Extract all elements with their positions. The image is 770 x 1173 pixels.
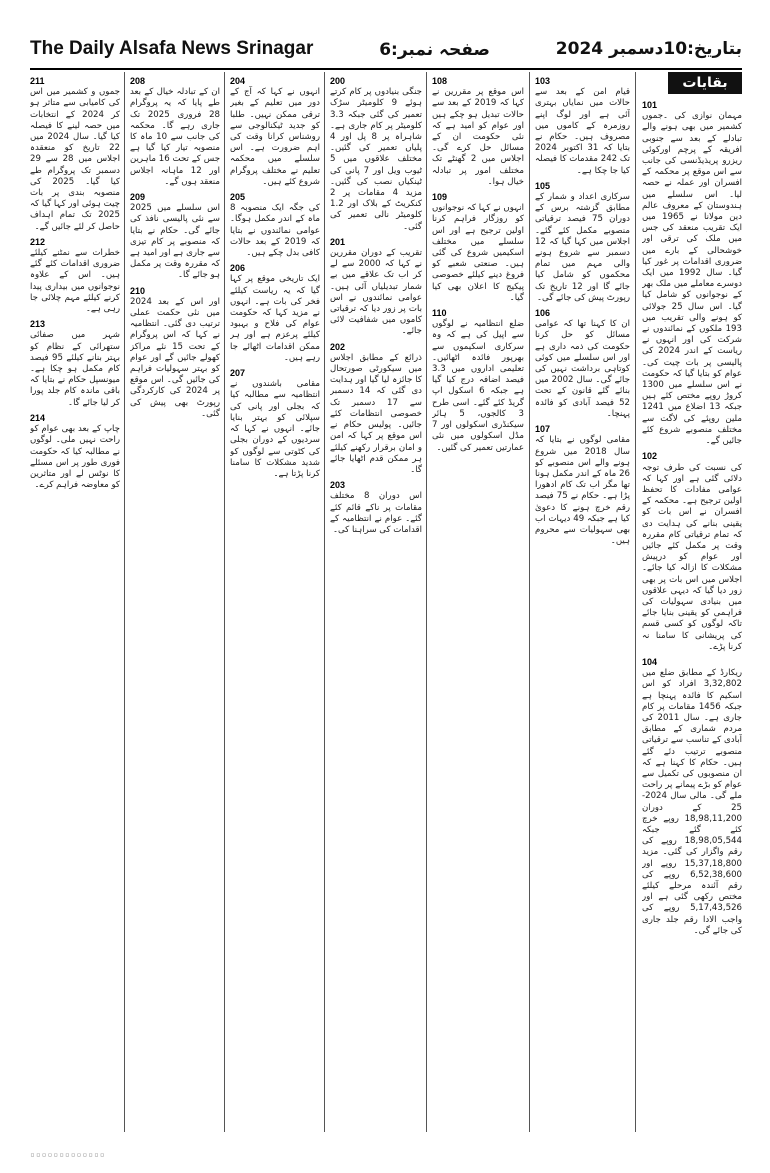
story-number: 103 bbox=[535, 76, 551, 86]
story-number: 109 bbox=[432, 192, 448, 203]
column-divider bbox=[529, 72, 530, 1132]
story-number: 212 bbox=[30, 236, 46, 247]
story-text: انہوں نے کہا کہ نوجوانوں کو روزگار فراہم کرنا اولین ترجیح ہے اور اس سلسلے میں مختلف اسکیمیں شروع کی گئی ہیں۔ صنعتی شعبے کو فروغ دینے کیلئے خصوصی پیکیج کا اعلان بھی کیا گیا۔ bbox=[432, 203, 524, 303]
story-number: 104 bbox=[642, 656, 658, 667]
section-title-badge: بقایات bbox=[668, 72, 742, 94]
story-number: 102 bbox=[642, 451, 658, 462]
column-4-stories bbox=[330, 76, 422, 536]
story-number: 206 bbox=[230, 263, 246, 274]
story-text: سرکاری اعداد و شمار کے مطابق گزشتہ برس کے دوران 75 فیصد ترقیاتی منصوبے مکمل کئے گئے۔ اجلاس میں کہا گیا کہ 12 دسمبر سے شروع ہونے والی مہم میں تمام محکموں کو شامل کیا جائے گا اور 12 تاریخ تک رپورٹ پیش کی جائے گی۔ bbox=[535, 192, 630, 303]
masthead bbox=[30, 30, 742, 70]
story-text: مہمان نوازی کی ۔جموں کشمیر میں بھی ہونے والے تبادلے کے بعد سے جنوبی افریقہ کے پرچم اورکوئی ریزرو پریذیڈنسی کی جانب سے اس موقع پر محکمہ کے افسران اور عملہ نے حصہ لیا۔ اس سلسلے میں ہندوستان کے معروف عالم دین مولانا نے 1965 میں ایک تقریب منعقد کی جس میں ملک کی ترقی اور خوشحالی کے بارے میں ضروری اقدامات پر غور کیا گیا۔ سال 1992 میں ایک دوسرے معاملے میں ملک بھر کے نوجوانوں کو شامل کیا گیا۔ اس سال 25 جولائی کو ہونے والی تقریب میں 193 ملکوں کے نمائندوں نے شرکت کی اور انہوں نے ریاست کے اندر 2024 کی پالیسی پر بات چیت کی۔ عوام کو بتایا گیا کہ حکومت نے اس سلسلے میں 1300 کروڑ روپے مختص کئے ہیں جبکہ 13 اضلاع میں 1241 ملین روپئے کی لاگت سے مختلف منصوبے شروع کئے جائیں گے۔ bbox=[642, 111, 742, 447]
story-text: جنگی بنیادوں پر کام کرتے ہوئے 9 کلومیٹر سڑک تعمیر کی گئی جبکہ 3.3 کلومیٹر پر کام جاری ہے۔ شاہراہ پر 8 پل اور 4 پلیاں تعمیر کی گئیں۔ مختلف علاقوں میں 5 ٹیوب ویل اور 7 پانی کی ٹینکیاں نصب کی گئیں۔ مزید 4 مقامات پر 2 کنکریٹ کے بلاک اور 1.2 کلومیٹر نالی تعمیر کی گئی۔ bbox=[330, 87, 422, 232]
column-2 bbox=[535, 72, 630, 1132]
story-text: قیام امن کے بعد سے حالات میں نمایاں بہتری آئی ہے اور لوگ اپنے روزمرہ کے کاموں میں مصروف ہیں۔ حکام نے بتایا کہ 31 اکتوبر 2024 تک 242 مقدمات کا فیصلہ کیا جا چکا ہے۔ bbox=[535, 87, 630, 176]
paper-name: The Daily Alsafa News Srinagar bbox=[30, 38, 314, 59]
story-text: جموں و کشمیر میں اس کی کامیابی سے متاثر ہو کر 2024 کے انتخابات میں حصہ لینے کا فیصلہ کیا گیا۔ سال 2024 میں 22 تاریخ کو منعقدہ اجلاس میں 28 سے 29 دسمبر تک پروگرام طے کیا گیا۔ 2025 کی منصوبہ بندی پر بات چیت ہوئی اور کہا گیا کہ 2025 تک تمام اہداف حاصل کر لئے جائیں گے۔ bbox=[30, 87, 120, 232]
story-text: شہر میں صفائی ستھرائی کے نظام کو بہتر بنانے کیلئے 95 فیصد کام مکمل ہو چکا ہے۔ میونسپل حکام نے بتایا کہ باقی ماندہ کام جلد پورا کر لیا جائے گا۔ bbox=[30, 330, 120, 408]
column-1 bbox=[642, 72, 742, 1132]
column-3 bbox=[432, 72, 524, 1132]
column-2-stories bbox=[535, 76, 630, 547]
column-divider bbox=[124, 72, 125, 1132]
story-text: مقامی لوگوں نے بتایا کہ سال 2018 میں شروع ہونے والے اس منصوبے کو 26 ماہ کے اندر مکمل ہونا تھا مگر اب تک کام ادھورا پڑا ہے۔ حکام نے 75 فیصد رقم خرچ ہونے کا دعویٰ کیا ہے جبکہ 49 دیہات اب بھی سہولیات سے محروم ہیں۔ bbox=[535, 435, 630, 547]
column-3-stories bbox=[432, 76, 524, 454]
story-number: 110 bbox=[432, 308, 447, 319]
page-number-label: صفحہ نمبر:6 bbox=[379, 39, 490, 60]
story-text: ذرائع کے مطابق اجلاس میں سیکورٹی صورتحال کا جائزہ لیا گیا اور ہدایت دی گئی کہ 14 دسمبر سے 17 دسمبر تک خصوصی انتظامات کئے جائیں۔ پولیس حکام نے اس موقع پر کہا کہ امن و امان برقرار رکھنے کیلئے ہر ممکن قدم اٹھایا جائے گا۔ bbox=[330, 352, 422, 475]
story-number: 201 bbox=[330, 236, 346, 247]
story-text: مقامی باشندوں نے انتظامیہ سے مطالبہ کیا کہ بجلی اور پانی کی سپلائی کو بہتر بنایا جائے۔ انہوں نے کہا کہ سردیوں کے دوران بجلی کی کٹوتی سے لوگوں کو شدید مشکلات کا سامنا کرنا پڑتا ہے۔ bbox=[230, 379, 320, 479]
date-label: بتاریخ:10دسمبر 2024 bbox=[555, 39, 742, 59]
newspaper-page bbox=[30, 72, 742, 1132]
story-number: 108 bbox=[432, 76, 448, 86]
story-number: 204 bbox=[230, 76, 246, 86]
story-text: ان کے تبادلہ خیال کے بعد طے پایا کہ یہ پروگرام 28 فروری 2025 تک جاری رہے گا۔ محکمہ کی جانب سے 10 ماہ کا منصوبہ تیار کیا گیا ہے جس کے تحت 16 ماہرین اور 12 ماہانہ اجلاس منعقد ہوں گے۔ bbox=[130, 87, 220, 187]
story-text: اس سلسلے میں 2025 سے نئی پالیسی نافذ کی جائے گی۔ حکام نے بتایا کہ منصوبے پر کام تیزی سے جاری ہے اور امید ہے کہ مقررہ وقت پر مکمل ہو جائے گا۔ bbox=[130, 203, 220, 281]
column-6-stories bbox=[130, 76, 220, 420]
column-divider bbox=[426, 72, 427, 1132]
story-number: 202 bbox=[330, 341, 346, 352]
column-7-stories bbox=[30, 76, 120, 491]
story-number: 205 bbox=[230, 192, 246, 203]
story-text: کی نسبت کی طرف توجہ دلائی گئی ہے اور کہا کہ عوامی مفادات کا تحفظ اولین ترجیح ہے۔ محکمہ کے افسران نے اس بات کو یقینی بنانے کی ہدایت دی کہ تمام ترقیاتی کام مقررہ وقت پر مکمل کئے جائیں اور عوام کو درپیش مشکلات کا ازالہ کیا جائے۔ اجلاس میں اس بات پر بھی زور دیا گیا کہ دیہی علاقوں میں بنیادی سہولیات کی فراہمی کو یقینی بنایا جائے تاکہ لوگوں کو کسی قسم کی پریشانی کا سامنا نہ کرنا پڑے۔ bbox=[642, 462, 742, 652]
column-divider bbox=[324, 72, 325, 1132]
column-divider bbox=[635, 72, 636, 1132]
story-number: 213 bbox=[30, 319, 46, 330]
story-number: 105 bbox=[535, 180, 551, 191]
story-text: چاپ کے بعد بھی عوام کو راحت نہیں ملی۔ لوگوں نے مطالبہ کیا کہ حکومت فوری طور پر اس مسئلے کا نوٹس لے اور متاثرین کو معاوضہ فراہم کرے۔ bbox=[30, 424, 120, 491]
footer-marks: ▫▫▫▫▫▫▫▫▫▫▫▫▫ bbox=[30, 1150, 106, 1159]
story-text: ضلع انتظامیہ نے لوگوں سے اپیل کی ہے کہ وہ سرکاری اسکیموں سے بھرپور فائدہ اٹھائیں۔ تعلیمی اداروں میں 3.3 فیصد اضافہ درج کیا گیا ہے جبکہ 6 اسکول اپ گریڈ کئے گئے۔ اسی طرح 3 کالجوں، 5 ہائر سیکنڈری اسکولوں اور 7 مڈل اسکولوں میں نئی عمارتیں تعمیر کی گئیں۔ bbox=[432, 319, 524, 453]
story-text: تقریب کے دوران مقررین نے کہا کہ 2000 سے لے کر اب تک علاقے میں بے شمار تبدیلیاں آئی ہیں۔ عوامی نمائندوں نے اس بات پر زور دیا کہ ترقیاتی کاموں میں شفافیت لائی جائے۔ bbox=[330, 248, 422, 337]
story-text: اور اس کے بعد 2024 میں نئی حکمت عملی ترتیب دی گئی۔ انتظامیہ نے کہا کہ اس پروگرام کے تحت 15 نئے مراکز کھولے جائیں گے اور عوام کو بہتر سہولیات فراہم کی جائیں گی۔ اس موقع پر 2024 کی کارکردگی رپورٹ بھی پیش کی گئی۔ bbox=[130, 296, 220, 419]
story-number: 214 bbox=[30, 412, 46, 423]
column-6 bbox=[130, 72, 220, 1132]
story-number: 106 bbox=[535, 308, 551, 319]
story-text: ایک تاریخی موقع پر کہا گیا کہ یہ ریاست کیلئے فخر کی بات ہے۔ انہوں نے مزید کہا کہ حکومت عوام کی فلاح و بہبود کیلئے پرعزم ہے اور ہر ممکن اقدامات اٹھائے جا رہے ہیں۔ bbox=[230, 274, 320, 363]
story-number: 208 bbox=[130, 76, 146, 86]
story-text: خطرات سے نمٹنے کیلئے ضروری اقدامات کئے گئے ہیں۔ اس کے علاوہ نوجوانوں میں بیداری پیدا کرنے کیلئے مہم چلائی جا رہی ہے۔ bbox=[30, 248, 120, 315]
story-text: اس دوران 8 مختلف مقامات پر ناکے قائم کئے گئے۔ عوام نے انتظامیہ کے اقدامات کی سراہنا کی۔ bbox=[330, 491, 422, 535]
story-text: اس موقع پر مقررین نے کہا کہ 2019 کے بعد سے حالات تبدیل ہو چکے ہیں اور عوام کو امید ہے کہ نئی حکومت ان کے مسائل حل کرے گی۔ اجلاس میں 2 گھنٹے تک مختلف امور پر تبادلہ خیال ہوا۔ bbox=[432, 87, 524, 187]
story-number: 210 bbox=[130, 285, 146, 296]
story-text: انہوں نے کہا کہ آج کے دور میں تعلیم کے بغیر ترقی ممکن نہیں۔ طلبا کو جدید ٹیکنالوجی سے روشناس کرانا وقت کی اہم ضرورت ہے۔ اس سلسلے میں محکمہ تعلیم نے مختلف پروگرام شروع کئے ہیں۔ bbox=[230, 87, 320, 187]
story-number: 101 bbox=[642, 100, 658, 110]
column-5 bbox=[230, 72, 320, 1132]
story-text: ان کا کہنا تھا کہ عوامی مسائل کو حل کرنا حکومت کی ذمہ داری ہے اور اس سلسلے میں کوئی کوتاہی برداشت نہیں کی جائے گی۔ سال 2002 میں بنائے گئے قانون کے تحت 52 فیصد آبادی کو فائدہ پہنچا۔ bbox=[535, 319, 630, 419]
story-number: 207 bbox=[230, 368, 246, 379]
story-number: 200 bbox=[330, 76, 346, 86]
column-1-stories bbox=[642, 100, 742, 937]
story-number: 209 bbox=[130, 192, 146, 203]
column-5-stories bbox=[230, 76, 320, 480]
story-number: 107 bbox=[535, 424, 551, 435]
story-number: 203 bbox=[330, 480, 346, 491]
story-number: 211 bbox=[30, 76, 45, 86]
story-text: کی جگہ ایک منصوبہ 8 ماہ کے اندر مکمل ہوگا۔ عوامی نمائندوں نے بتایا کہ 2019 کے بعد حالات کافی بدل چکے ہیں۔ bbox=[230, 203, 320, 259]
story-text: ریکارڈ کے مطابق ضلع میں 3,32,802 افراد کو اس اسکیم کا فائدہ پہنچا ہے جبکہ 1456 مقامات پر کام جاری ہے۔ سال 2011 کی مردم شماری کے مطابق آبادی کے تناسب سے ترقیاتی منصوبے ترتیب دئے گئے ہیں۔ حکام کا کہنا ہے کہ ان منصوبوں کی تکمیل سے عوام کو بڑے پیمانے پر راحت ملے گی۔ مالی سال 2024-25 کے دوران 18,98,11,200 روپے خرچ کئے گئے جبکہ 18,98,05,544 روپے کی رقم واگزار کی گئی۔ مزید 15,37,18,800 روپے اور 6,52,38,600 روپے کی رقم آئندہ مرحلے کیلئے مختص رکھی گئی ہے اور 5,17,43,526 روپے کی واجب الادا رقم جلد جاری کی جائے گی۔ bbox=[642, 668, 742, 936]
column-7 bbox=[30, 72, 120, 1132]
column-4 bbox=[330, 72, 422, 1132]
column-divider bbox=[224, 72, 225, 1132]
